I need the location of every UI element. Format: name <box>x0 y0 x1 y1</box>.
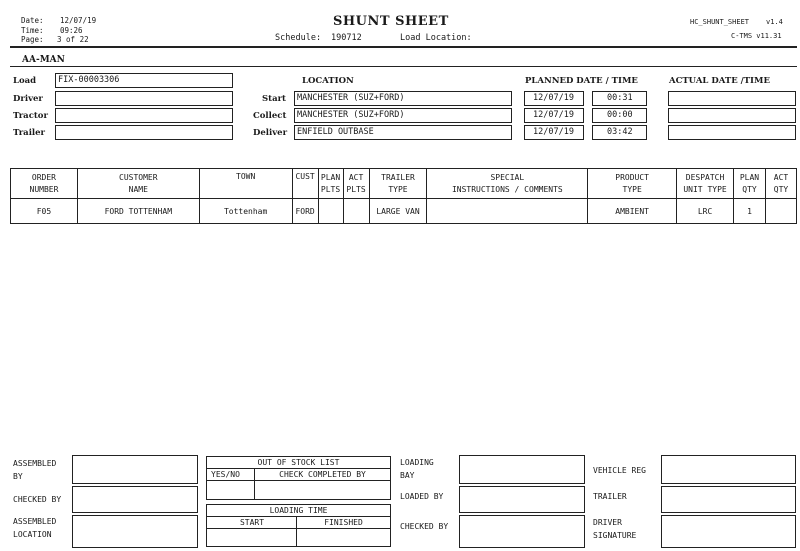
schedule-label: Schedule: <box>275 33 322 43</box>
out-of-stock-header-divider <box>207 480 390 481</box>
planned-time-value: 00:00 <box>607 110 633 120</box>
loading-time-box <box>206 504 391 547</box>
column-header: ACT PLTS <box>343 169 369 199</box>
cust-cell: FORD <box>292 199 318 224</box>
finished-header: FINISHED <box>324 518 363 527</box>
loading-bay-field[interactable] <box>459 455 585 484</box>
act-qty-cell <box>765 199 796 224</box>
product-type-cell: AMBIENT <box>588 199 677 224</box>
customer-name-cell: FORD TOTTENHAM <box>77 199 199 224</box>
column-header: DESPATCH UNIT TYPE <box>677 169 734 199</box>
start-header: START <box>239 518 265 527</box>
date-label: Date: <box>21 16 44 25</box>
deliver-field[interactable] <box>294 125 512 140</box>
assembled-by-field[interactable] <box>72 455 198 484</box>
page-title: SHUNT SHEET <box>333 14 449 29</box>
page-label: Page: <box>21 35 44 44</box>
column-header: CUSTOMER NAME <box>77 169 199 199</box>
check-completed-by-header: CHECK COMPLETED BY <box>279 470 366 479</box>
date-value: 12/07/19 <box>60 16 97 25</box>
planned-time-value: 00:31 <box>607 93 633 103</box>
load-label: Load <box>13 76 37 86</box>
trailer-footer-label: TRAILER <box>593 492 627 501</box>
loading-time-title-divider <box>207 516 390 517</box>
section-divider <box>10 66 797 67</box>
act-plts-cell <box>343 199 369 224</box>
orders-table <box>10 168 797 224</box>
checked-by-2-label: CHECKED BY <box>400 522 449 531</box>
despatch-unit-type-cell: LRC <box>677 199 734 224</box>
load-value: FIX-00003306 <box>58 75 120 85</box>
loading-time-title: LOADING TIME <box>269 506 328 515</box>
page-value: 3 of 22 <box>57 35 89 44</box>
vehicle-reg-field[interactable] <box>661 455 796 484</box>
column-header: PRODUCT TYPE <box>588 169 677 199</box>
driver-label: Driver <box>13 94 43 104</box>
column-header: TRAILER TYPE <box>369 169 427 199</box>
yes-no-header: YES/NO <box>211 470 240 479</box>
planned-time-field[interactable] <box>592 125 647 140</box>
tractor-field[interactable] <box>55 108 233 123</box>
column-header: PLAN PLTS <box>318 169 343 199</box>
time-value: 09:26 <box>60 26 83 35</box>
time-label: Time: <box>21 26 44 35</box>
trailer-footer-field[interactable] <box>661 486 796 513</box>
start-field[interactable] <box>294 91 512 106</box>
actual-datetime-field[interactable] <box>668 91 796 106</box>
start-value: MANCHESTER (SUZ+FORD) <box>297 93 405 103</box>
report-version: v1.4 <box>766 18 783 26</box>
driver-field[interactable] <box>55 91 233 106</box>
checked-by-label: CHECKED BY <box>13 495 62 504</box>
out-of-stock-title-divider <box>207 468 390 469</box>
out-of-stock-box <box>206 456 391 500</box>
out-of-stock-col-divider <box>254 468 255 499</box>
actual-datetime-field[interactable] <box>668 125 796 140</box>
planned-date-value: 12/07/19 <box>533 127 574 137</box>
planned-date-field[interactable] <box>524 91 584 106</box>
column-header: SPECIAL INSTRUCTIONS / COMMENTS <box>427 169 588 199</box>
schedule-value: 190712 <box>331 33 362 43</box>
planned-date-value: 12/07/19 <box>533 93 574 103</box>
plan-qty-cell: 1 <box>734 199 766 224</box>
town-cell: Tottenham <box>199 199 292 224</box>
trailer-label: Trailer <box>13 128 46 138</box>
tractor-label: Tractor <box>13 111 48 121</box>
assembled-location-label: ASSEMBLED LOCATION <box>13 517 57 539</box>
start-label: Start <box>262 94 286 104</box>
order-number-cell: F05 <box>11 199 78 224</box>
special-instructions-cell <box>427 199 588 224</box>
system-version: C-TMS v11.31 <box>731 32 782 40</box>
collect-label: Collect <box>253 111 287 121</box>
planned-time-value: 03:42 <box>607 127 633 137</box>
column-header: ORDER NUMBER <box>11 169 78 199</box>
header <box>0 0 800 50</box>
table-header-row <box>11 169 797 199</box>
planned-time-field[interactable] <box>592 91 647 106</box>
trailer-field[interactable] <box>55 125 233 140</box>
actual-heading: ACTUAL DATE /TIME <box>669 76 770 86</box>
loaded-by-label: LOADED BY <box>400 492 444 501</box>
trailer-type-cell: LARGE VAN <box>369 199 427 224</box>
driver-signature-label: DRIVER SIGNATURE <box>593 518 637 540</box>
location-heading: LOCATION <box>302 76 354 86</box>
deliver-label: Deliver <box>253 128 288 138</box>
plan-plts-cell <box>318 199 343 224</box>
assembled-location-field[interactable] <box>72 515 198 548</box>
column-header: ACT QTY <box>765 169 796 199</box>
load-field[interactable] <box>55 73 233 88</box>
report-id: HC_SHUNT_SHEET <box>690 18 750 26</box>
planned-time-field[interactable] <box>592 108 647 123</box>
checked-by-field[interactable] <box>72 486 198 513</box>
column-header: TOWN <box>199 169 292 199</box>
loading-bay-label: LOADING BAY <box>400 458 434 480</box>
planned-date-field[interactable] <box>524 125 584 140</box>
loading-time-col-divider <box>296 516 297 546</box>
driver-signature-field[interactable] <box>661 515 796 548</box>
loading-time-header-divider <box>207 528 390 529</box>
vehicle-reg-label: VEHICLE REG <box>593 466 646 475</box>
out-of-stock-title: OUT OF STOCK LIST <box>257 458 340 467</box>
assembled-by-label: ASSEMBLED BY <box>13 459 57 481</box>
planned-date-field[interactable] <box>524 108 584 123</box>
collect-value: MANCHESTER (SUZ+FORD) <box>297 110 405 120</box>
checked-by-2-field[interactable] <box>459 515 585 548</box>
planned-date-value: 12/07/19 <box>533 110 574 120</box>
deliver-value: ENFIELD OUTBASE <box>297 127 374 137</box>
loaded-by-field[interactable] <box>459 486 585 513</box>
collect-field[interactable] <box>294 108 512 123</box>
section-code: AA-MAN <box>22 55 65 65</box>
planned-heading: PLANNED DATE / TIME <box>525 76 638 86</box>
table-row <box>11 199 797 224</box>
header-divider <box>10 46 797 48</box>
column-header: PLAN QTY <box>734 169 766 199</box>
actual-datetime-field[interactable] <box>668 108 796 123</box>
column-header: CUST <box>292 169 318 199</box>
load-location-label: Load Location: <box>400 33 472 43</box>
